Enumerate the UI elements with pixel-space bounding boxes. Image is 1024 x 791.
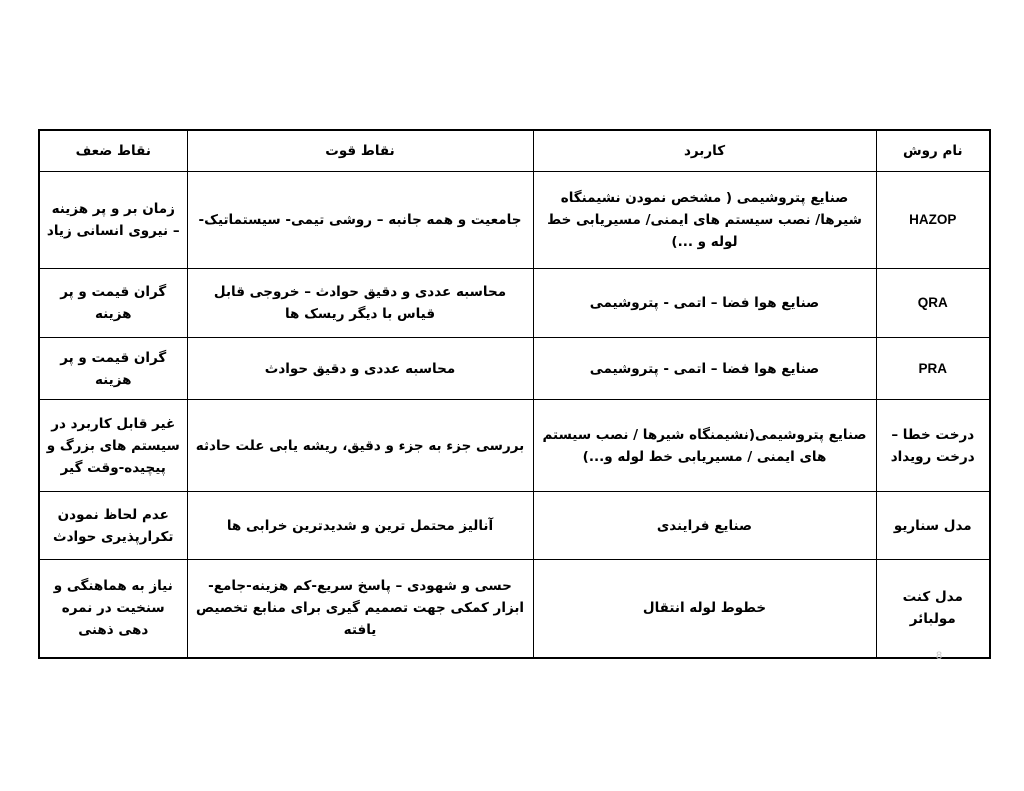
strengths-cell: حسی و شهودی – پاسخ سریع-کم هزینه-جامع-ابزار کمکی جهت تصمیم گیری برای منابع تخصیص یافته	[187, 560, 533, 658]
page-number: 8	[936, 650, 943, 662]
strengths-cell: محاسبه عددی و دقیق حوادث	[187, 338, 533, 400]
header-weaknesses: نقاط ضعف	[39, 130, 187, 172]
application-cell: صنایع فرایندی	[533, 492, 876, 560]
method-name-cell: QRA	[876, 269, 990, 338]
table-row	[39, 269, 990, 338]
method-name-cell: مدل کنت مولبائر	[876, 560, 990, 658]
application-cell: خطوط لوله انتقال	[533, 560, 876, 658]
strengths-cell: جامعیت و همه جانبه – روشی تیمی- سیستماتیک-	[187, 172, 533, 269]
table-row	[39, 400, 990, 492]
weaknesses-cell: زمان بر و پر هزینه – نیروی انسانی زیاد	[39, 172, 187, 269]
header-strengths: نقاط قوت	[187, 130, 533, 172]
table-row	[39, 338, 990, 400]
table-row	[39, 172, 990, 269]
weaknesses-cell: نیاز به هماهنگی و سنخیت در نمره دهی ذهنی	[39, 560, 187, 658]
header-method-name: نام روش	[876, 130, 990, 172]
strengths-cell: آنالیز محتمل ترین و شدیدترین خرابی ها	[187, 492, 533, 560]
application-cell: صنایع هوا فضا – اتمی - پتروشیمی	[533, 338, 876, 400]
method-name-cell: مدل سناریو	[876, 492, 990, 560]
application-cell: صنایع پتروشیمی(نشیمنگاه شیرها / نصب سیستم های ایمنی / مسیریابی خط لوله و...)	[533, 400, 876, 492]
table-row	[39, 560, 990, 658]
table-header-row	[39, 130, 990, 172]
strengths-cell: محاسبه عددی و دقیق حوادث – خروجی قابل قیاس با دیگر ریسک ها	[187, 269, 533, 338]
header-application: کاربرد	[533, 130, 876, 172]
weaknesses-cell: گران قیمت و پر هزینه	[39, 338, 187, 400]
method-name-cell: درخت خطا – درخت رویداد	[876, 400, 990, 492]
method-name-cell: HAZOP	[876, 172, 990, 269]
strengths-cell: بررسی جزء به جزء و دقیق، ریشه یابی علت حادثه	[187, 400, 533, 492]
table-row	[39, 492, 990, 560]
application-cell: صنایع هوا فضا – اتمی - پتروشیمی	[533, 269, 876, 338]
methods-comparison-table	[38, 129, 991, 659]
application-cell: صنایع پتروشیمی ( مشخص نمودن نشیمنگاه شیرها/ نصب سیستم های ایمنی/ مسیریابی خط لوله و ...)	[533, 172, 876, 269]
weaknesses-cell: غیر قابل کاربرد در سیستم های بزرگ و پیچیده-وقت گیر	[39, 400, 187, 492]
method-name-cell: PRA	[876, 338, 990, 400]
weaknesses-cell: عدم لحاظ نمودن تکرارپذیری حوادث	[39, 492, 187, 560]
weaknesses-cell: گران قیمت و پر هزینه	[39, 269, 187, 338]
